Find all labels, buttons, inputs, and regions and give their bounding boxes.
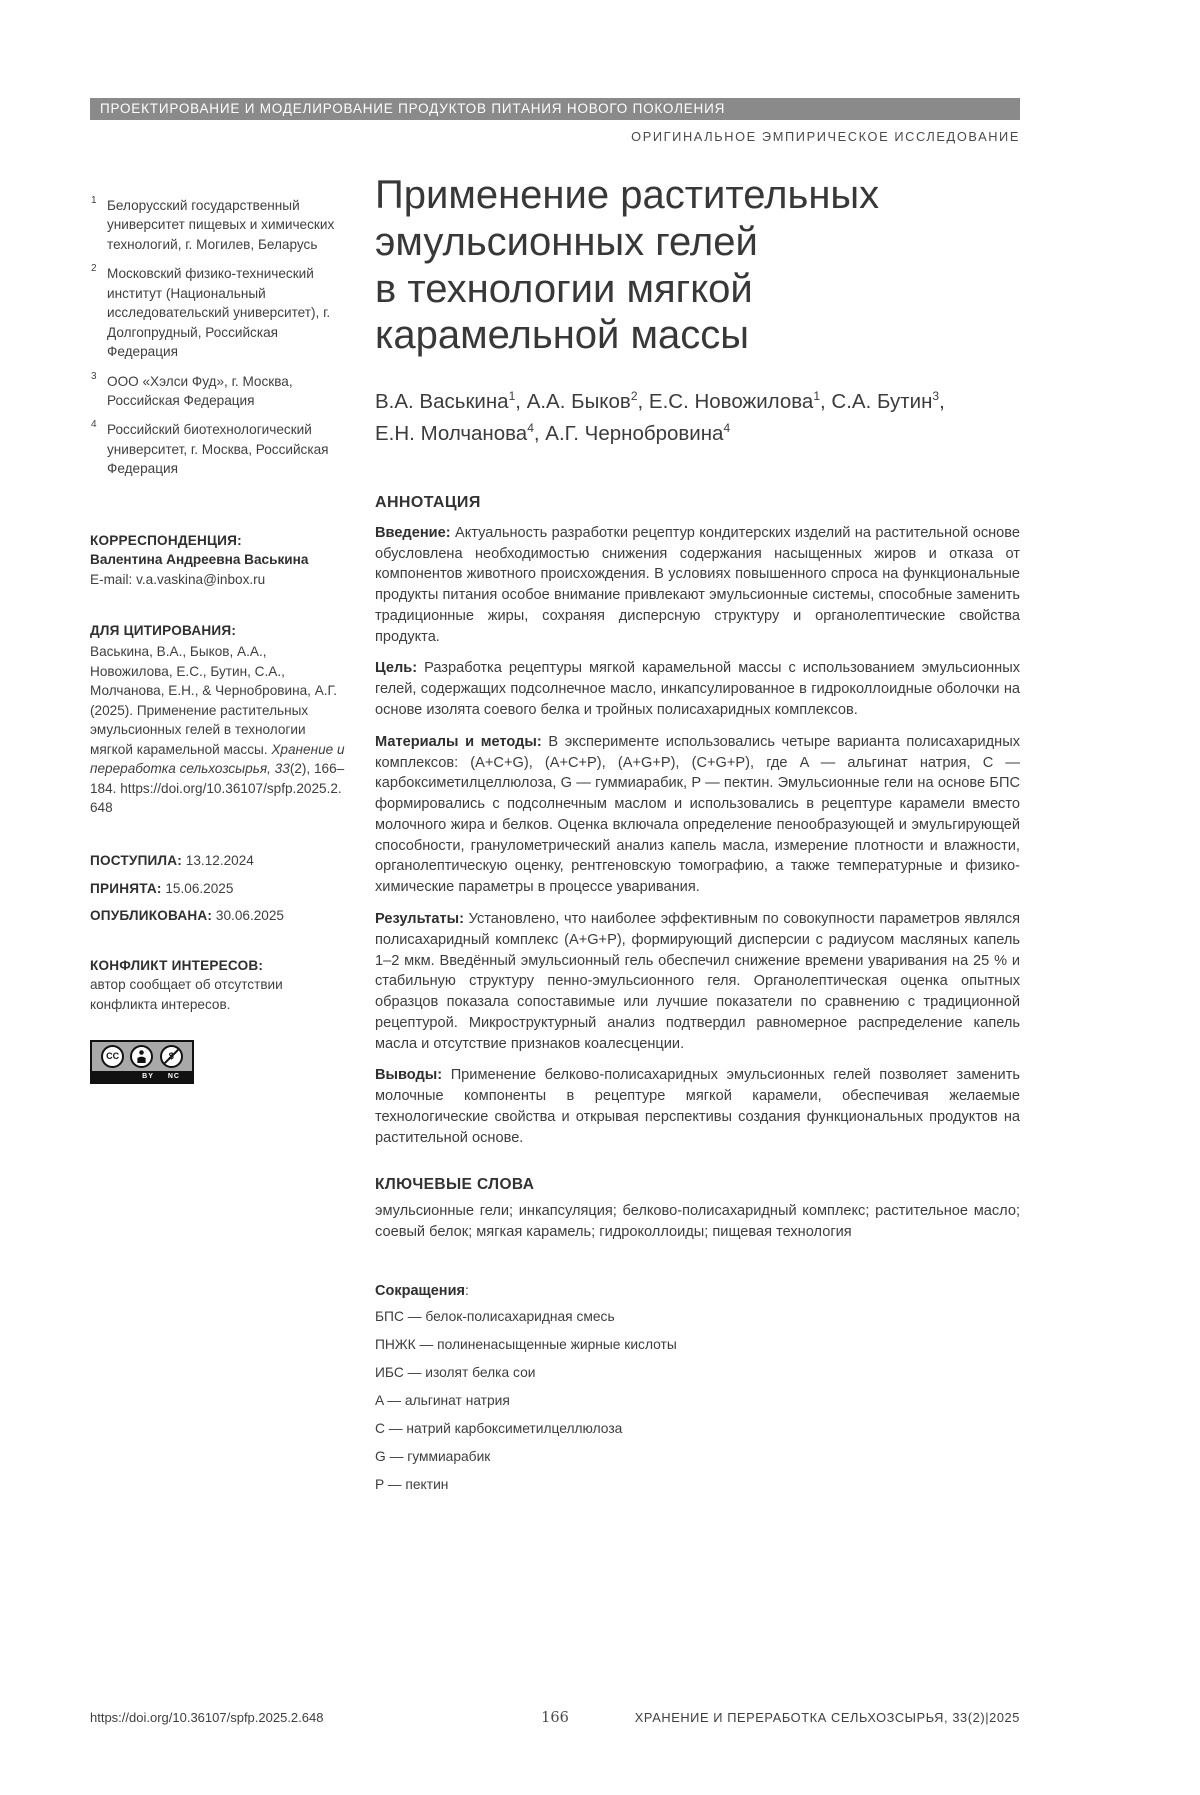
cc-icon: CC [101, 1045, 124, 1068]
citation-doi-link[interactable]: https://doi.org/10.36107/spfp.2025.2.648 [90, 780, 342, 815]
section-text: Разработка рецептуры мягкой карамельной массы с использованием эмульсионных гелей, содержащих подсолнечное масло, инкапсулированное в гидроколлоидные оболочки на основе изолята соевого белка и тройных полисахаридных комплексов. [375, 660, 1021, 718]
affiliation-number: 2 [91, 263, 97, 275]
affiliation-number: 1 [91, 195, 97, 206]
cc-by-nc-license-badge[interactable] [90, 1040, 194, 1084]
title-line: эмульсионных гелей [375, 219, 758, 264]
received-date: 13.12.2024 [185, 853, 254, 869]
author: Е.С. Новожилова$^1$, [648, 389, 832, 414]
author: Е.Н. Молчанова$^4$, [375, 421, 546, 445]
author: А.А. Быков$^2$, [526, 389, 649, 414]
author: С.А. Бутин$^3$, [831, 389, 945, 414]
published-label: ОПУБЛИКОВАНА: [90, 908, 213, 924]
affiliation-text: Московский физико-технический институт (Национальный исследовательский университет), г. Долгопрудный, Российская Федерация [107, 266, 331, 360]
citation-label: ДЛЯ ЦИТИРОВАНИЯ: [90, 623, 237, 638]
nc-slash [161, 1046, 181, 1066]
section-label: Цель: [375, 660, 418, 677]
conflict-text: автор сообщает об отсутствии конфликта интересов. [90, 977, 283, 1012]
abbreviation-item: ИБС — изолят белка сои [375, 1364, 536, 1380]
dates-block [90, 851, 345, 925]
citation-text [90, 642, 345, 817]
citation-authors: Васькина, В.А., Быков, А.А., Новожилова, Е.С., Бутин, С.А., Молчанова, Е.Н., & Чернобровина, А.Г. (2025). Применение растительных эмульсионных гелей в технологии мягкой карамельной массы. [90, 644, 338, 757]
received-date-row [90, 851, 345, 870]
section-text: Актуальность разработки рецептур кондитерских изделий на растительной основе обусловлена необходимостью снижения содержания насыщенных жиров и отказа от компонентов животного происхождения. В условиях повышенного спроса на функциональные продукты питания особое внимание привлекают эмульсионные системы, способные заменить традиционные жиры, сохраняя дисперсную структуру и органолептические свойства продукта. [375, 524, 1021, 645]
section-text: Установлено, что наиболее эффективным по совокупности параметров являлся полисахаридный комплекс (A+G+P), формирующий дисперсии с радиусом масляных капель 1–2 мкм. Введённый эмульсионный гель обеспечил снижение времени уваривания на 25 % и стабильную структуру пенно-эмульсионного геля. Органолептическая оценка опытных образцов показала сопоставимые или лучшие показатели по сравнению с традиционной рецептурой. Микроструктурный анализ подтвердил равномерное распределение капель масла и отсутствие признаков коалесценции. [375, 911, 1021, 1052]
affiliation-item [90, 372, 345, 411]
footer-doi-link[interactable]: https://doi.org/10.36107/spfp.2025.2.648 [90, 1710, 324, 1725]
author-affiliation-sup: 2 [630, 389, 638, 404]
affiliation-number: 4 [91, 419, 97, 431]
affiliations-list [90, 196, 345, 479]
section-banner: ПРОЕКТИРОВАНИЕ И МОДЕЛИРОВАНИЕ ПРОДУКТОВ ПИТАНИЯ НОВОГО ПОКОЛЕНИЯ [90, 98, 1020, 120]
abstract-heading: АННОТАЦИЯ [375, 493, 481, 511]
sidebar [90, 144, 345, 1495]
authors-line [375, 386, 1020, 450]
published-date-row [90, 906, 345, 925]
cc-circles [92, 1042, 192, 1071]
correspondence-email-link[interactable]: E-mail: v.a.vaskina@inbox.ru [90, 571, 266, 587]
title-line: Применение растительных [375, 173, 880, 217]
affiliation-item [90, 264, 345, 361]
abstract-materials-methods [375, 732, 1020, 898]
nc-label: NC [167, 1073, 180, 1080]
abstract-results [375, 909, 1020, 1054]
citation-block [90, 621, 345, 817]
cc-strip [92, 1071, 192, 1082]
article-type-label: ОРИГИНАЛЬНОЕ ЭМПИРИЧЕСКОЕ ИССЛЕДОВАНИЕ [631, 129, 1020, 144]
abbreviation-item: ПНЖК — полиненасыщенные жирные кислоты [375, 1336, 677, 1352]
abbreviation-item: C — натрий карбоксиметилцеллюлоза [375, 1420, 623, 1436]
affiliation-item [90, 420, 345, 478]
section-label: Материалы и методы: [375, 733, 542, 750]
received-label: ПОСТУПИЛА: [90, 853, 183, 869]
correspondence-block [90, 531, 345, 589]
abbreviation-item: G — гуммиарабик [375, 1448, 491, 1464]
citation-pages: (2), 166–184. [90, 761, 345, 796]
abbreviation-item: P — пектин [375, 1476, 449, 1492]
page [0, 98, 1200, 1795]
journal-name: ХРАНЕНИЕ И ПЕРЕРАБОТКА СЕЛЬХОЗСЫРЬЯ, 33(2)|2025 [634, 1710, 1020, 1725]
title-line: в технологии мягкой [375, 266, 753, 311]
abbreviations-block [375, 1283, 1020, 1495]
abbreviations-colon: : [464, 1282, 469, 1298]
accepted-label: ПРИНЯТА: [90, 880, 162, 896]
section-text: В эксперименте использовались четыре варианта полисахаридных комплексов: (A+C+G), (A+C+P), (A+G+P), (C+G+P), где A — альгинат натрия, C — карбоксиметилцеллюлоза, G — гуммиарабик, P — пектин. Эмульсионные гели на основе БПС формировались с подсолнечным маслом и использовались в рецептуре карамели вместо молочного жира и белков. Оценка включала определение пенообразующей и эмульгирующей способности, гранулометрический анализ капель масла, измерение плотности и влажности, органолептическую оценку, рентгеновскую томографию, а также температурные и физико-химические параметры в процессе уваривания. [375, 733, 1021, 896]
affiliation-text: Белорусский государственный университет пищевых и химических технологий, г. Могилев, Беларусь [107, 198, 335, 252]
conflict-of-interest-block [90, 956, 345, 1014]
affiliation-item [90, 196, 345, 254]
content-columns [90, 144, 1020, 1495]
page-number: 166 [541, 1710, 569, 1726]
section-label: Результаты: [375, 911, 464, 927]
author: А.Г. Чернобровина$^4$ [545, 421, 731, 445]
correspondence-name: Валентина Андреевна Васькина [90, 552, 309, 568]
section-label: Выводы: [375, 1067, 443, 1084]
article-title [375, 172, 1020, 359]
affiliation-text: Российский биотехнологический университет, г. Москва, Российская Федерация [107, 422, 329, 477]
page-footer [90, 1710, 1020, 1725]
author-affiliation-sup: 1 [508, 389, 516, 404]
affiliation-text: ООО «Хэлси Фуд», г. Москва, Российская Федерация [107, 373, 293, 408]
keywords-heading: КЛЮЧЕВЫЕ СЛОВА [375, 1175, 535, 1193]
accepted-date-row [90, 879, 345, 898]
author: В.А. Васькина$^1$, [375, 389, 527, 414]
published-date: 30.06.2025 [215, 908, 284, 924]
abstract-aim [375, 658, 1020, 720]
by-person-icon [130, 1045, 153, 1068]
author-affiliation-sup: 3 [932, 389, 940, 404]
author-affiliation-sup: 1 [813, 389, 821, 404]
nc-dollar-icon [160, 1045, 183, 1068]
article-main [375, 144, 1020, 1495]
by-label: BY [142, 1073, 154, 1080]
abbreviations-label: Сокращения [375, 1282, 465, 1299]
abbreviation-item: A — альгинат натрия [375, 1392, 510, 1408]
abbreviations-label-row [375, 1283, 1020, 1299]
abbreviation-item: БПС — белок-полисахаридная смесь [375, 1308, 615, 1324]
citation-journal-italic: Хранение и переработка сельхозсырья, 33 [90, 741, 345, 777]
affiliation-number: 3 [91, 370, 97, 382]
conflict-label: КОНФЛИКТ ИНТЕРЕСОВ: [90, 957, 264, 973]
author-affiliation-sup: 4 [723, 421, 731, 436]
accepted-date: 15.06.2025 [165, 880, 234, 896]
correspondence-label: КОРРЕСПОНДЕНЦИЯ: [90, 532, 242, 548]
abstract-conclusions [375, 1065, 1020, 1148]
abstract-introduction [375, 523, 1020, 648]
author-affiliation-sup: 4 [527, 421, 534, 436]
section-text: Применение белково-полисахаридных эмульсионных гелей позволяет заменить молочные компоненты в рецептуре мягкой карамели, обеспечивая желаемые технологические свойства и открывая перспективы создания функциональных продуктов на растительной основе. [375, 1067, 1020, 1146]
keywords-text: эмульсионные гели; инкапсуляция; белково-полисахаридный комплекс; растительное масло; соевый белок; мягкая карамель; гидроколлоиды; пищевая технология [375, 1202, 1020, 1240]
title-line: карамельной массы [375, 313, 750, 358]
section-label: Введение: [375, 524, 451, 541]
